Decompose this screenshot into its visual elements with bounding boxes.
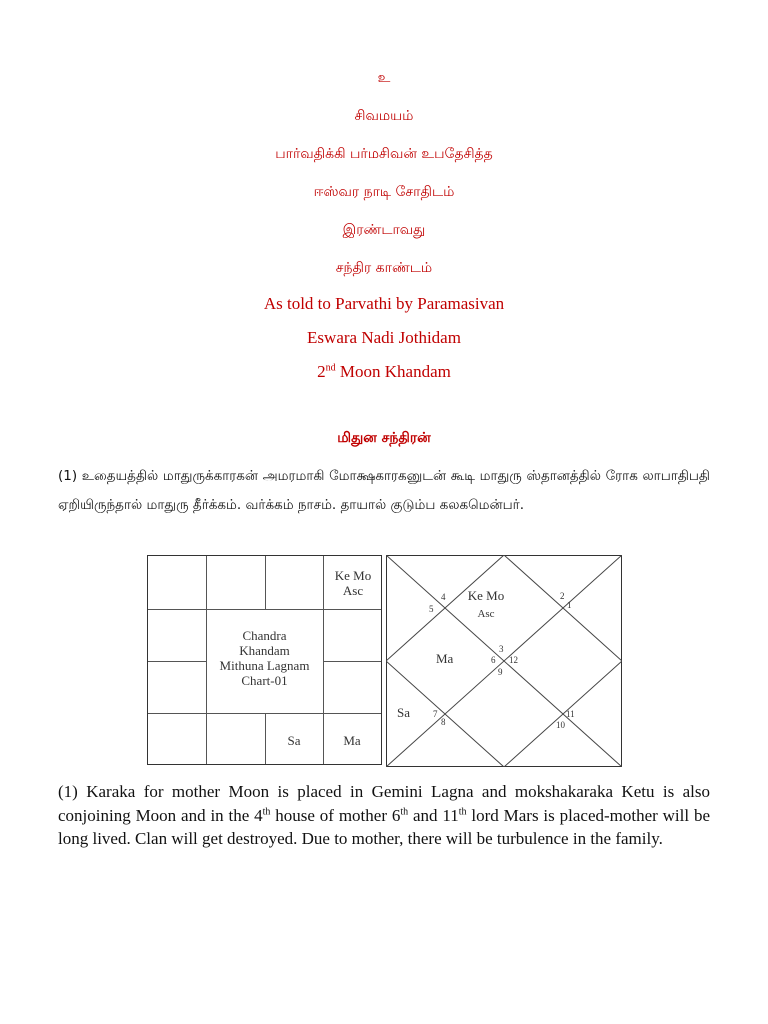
south-center-line4: Chart-01 [241,673,288,688]
south-center-label [206,628,323,688]
north-house-2: 2 [560,591,565,601]
north-house-8: 8 [441,717,446,727]
header-sivamayam: சிவமயம் [354,108,414,124]
south-top-right-planets [324,568,382,598]
south-indian-chart [147,555,382,765]
south-center-line3: Mithuna Lagnam [219,658,310,673]
north-mars: Ma [436,651,454,666]
header-second-line: இரண்டாவது [342,222,426,238]
header-khandam-line: சந்திர காண்டம் [335,260,433,276]
header-parvathi-line: பார்வதிக்கி பர்மசிவன் உபதேசித்த [275,146,493,162]
south-saturn: Sa [287,733,301,748]
section-heading: மிதுன சந்திரன் [337,430,431,446]
north-house-7: 7 [433,709,438,719]
translation-part-1: (1) Karaka for mother Moon is placed in Gemini Lagna and mokshakaraka Ketu is also conjoining Moon and in the 4 [58,782,710,825]
english-title-1: As told to Parvathi by Paramasivan [263,294,505,313]
english-title-3 [0,362,768,382]
north-house-12: 12 [509,655,518,665]
english-title-3-num: 2 [317,362,326,381]
north-indian-chart [386,555,622,767]
south-planets-ke-mo: Ke Mo [334,568,372,583]
translation-sup-3: th [458,805,467,817]
south-center-line2: Khandam [239,643,290,658]
translation-part-3: and 11 [408,805,459,825]
translation-sup-2: th [400,805,409,817]
north-planets-asc: Asc [477,608,495,620]
south-mars: Ma [343,733,361,748]
english-translation [58,780,710,851]
header-symbol: உ [377,70,391,86]
translation-sup-1: th [262,805,271,817]
north-house-9: 9 [498,667,503,677]
tamil-verse: (1) உதையத்தில் மாதுருக்காரகன் அமரமாகி மோக்ஷகாரகனுடன் கூடி மாதுரு ஸ்தானத்தில் ரோக லாபாதிபதி ஏறியிருந்தால் மாதுரு தீர்க்கம். வர்க்கம் நாசம். தாயால் குடும்ப கலகமென்பர். [58,468,710,513]
english-title-3-rest: Moon Khandam [335,362,451,381]
north-house-5: 5 [429,604,434,614]
south-center-line1: Chandra [242,628,287,643]
north-house-3: 3 [499,644,504,654]
english-title-3-sup: nd [325,362,336,374]
north-house-4: 4 [441,592,446,602]
north-saturn: Sa [397,705,410,720]
english-title-2: Eswara Nadi Jothidam [307,328,461,347]
north-house-11: 11 [566,709,575,719]
north-house-10: 10 [556,720,565,730]
north-house-1: 1 [567,600,572,610]
translation-part-4: lord Mars is placed-mother will be long lived. Clan will get destroyed. Due to mother, there will be turbulence in the family. [58,805,711,848]
header-nadi-line: ஈஸ்வர நாடி சோதிடம் [313,184,455,200]
north-planets-ke-mo: Ke Mo [467,588,505,603]
translation-part-2: house of mother 6 [270,805,401,825]
north-house-6: 6 [491,655,496,665]
south-planets-asc: Asc [342,583,364,598]
